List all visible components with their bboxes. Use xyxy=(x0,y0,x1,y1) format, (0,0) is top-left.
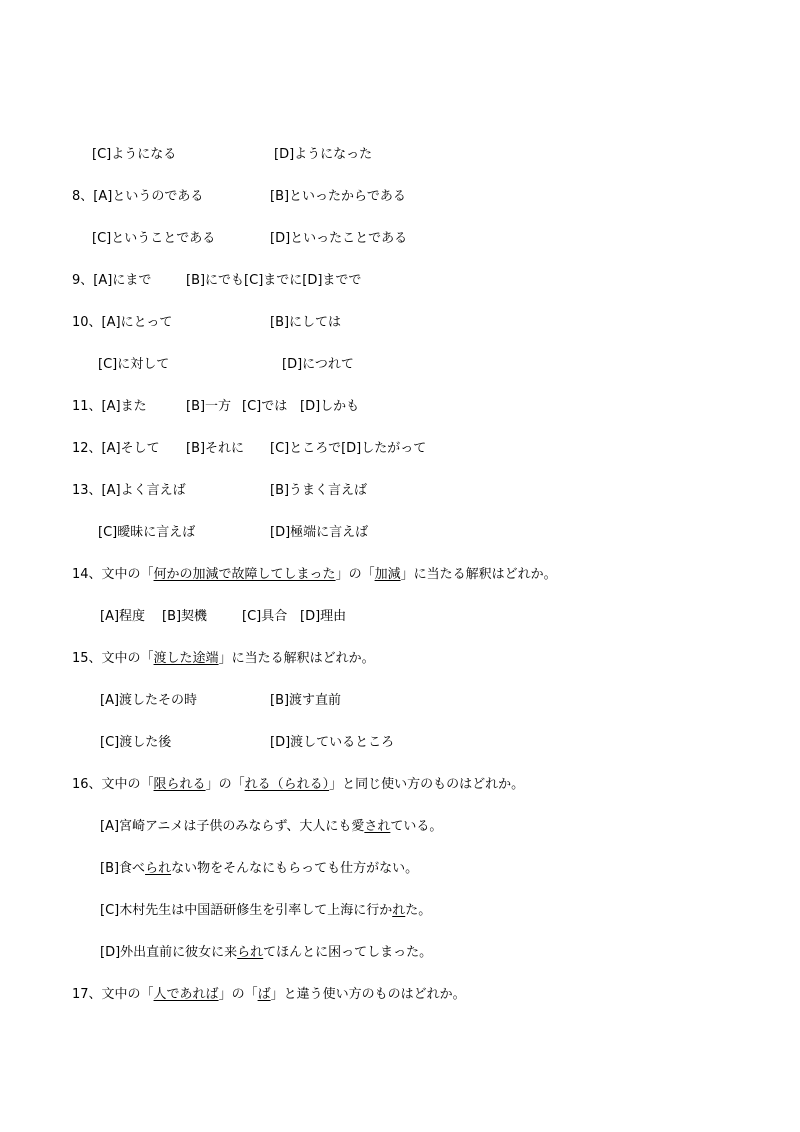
q7-option-d[interactable]: [D]ようになった xyxy=(274,147,373,162)
q13-option-a[interactable]: [A]よく言えば xyxy=(101,483,186,498)
option-text: ない物をそんなにもらっても仕方がない。 xyxy=(171,861,419,876)
question-number: 11、 xyxy=(72,399,102,414)
q9-options-bcd[interactable]: [B]にでも[C]までに[D]までで xyxy=(186,273,362,288)
q16-option-c[interactable] xyxy=(100,903,431,919)
q10-option-b[interactable]: [B]にしては xyxy=(270,315,342,330)
q16-option-a[interactable] xyxy=(100,819,442,835)
question-number: 9、 xyxy=(72,273,94,288)
q11-option-c[interactable]: [C]では xyxy=(242,399,288,414)
q12-option-b[interactable]: [B]それに xyxy=(186,441,245,456)
q13-option-b[interactable]: [B]うまく言えば xyxy=(270,483,368,498)
question-text: 」と同じ使い方のものはどれか。 xyxy=(329,777,525,792)
q12-option-a[interactable]: [A]そして xyxy=(101,441,160,456)
option-text: [A]宮崎アニメは子供のみならず、大人にも愛 xyxy=(100,819,365,834)
q10-option-a[interactable]: [A]にとって xyxy=(101,315,173,330)
underlined-phrase: ば xyxy=(257,987,271,1002)
option-text: た。 xyxy=(405,903,432,918)
underlined-phrase: 渡した途端 xyxy=(153,651,219,666)
q8-option-c[interactable]: [C]ということである xyxy=(92,231,216,246)
question-text: 15、文中の「 xyxy=(72,651,154,666)
q16-option-b[interactable] xyxy=(100,861,418,877)
q11-row xyxy=(72,399,147,415)
q9-row xyxy=(72,273,151,289)
question-text: 16、文中の「 xyxy=(72,777,154,792)
option-text: [B]食べ xyxy=(100,861,146,876)
q11-option-b[interactable]: [B]一方 xyxy=(186,399,232,414)
q13-row xyxy=(72,483,186,499)
question-number: 13、 xyxy=(72,483,102,498)
q14-option-d[interactable]: [D]理由 xyxy=(300,609,347,624)
q12-row xyxy=(72,441,160,457)
option-text: [C]木村先生は中国語研修生を引率して上海に行か xyxy=(100,903,393,918)
question-text: 」の「 xyxy=(205,777,245,792)
option-text: てほんとに困ってしまった。 xyxy=(263,945,433,960)
q14-option-a[interactable]: [A]程度 xyxy=(100,609,146,624)
q16-question xyxy=(72,777,524,793)
q10-option-c[interactable]: [C]に対して xyxy=(98,357,170,372)
q15-option-a[interactable]: [A]渡したその時 xyxy=(100,693,198,708)
q15-option-b[interactable]: [B]渡す直前 xyxy=(270,693,342,708)
question-text: 」に当たる解釈はどれか。 xyxy=(400,567,557,582)
q12-options-cd[interactable]: [C]ところで[D]したがって xyxy=(270,441,427,456)
underlined-phrase: 限られる xyxy=(153,777,206,792)
q8-row xyxy=(72,189,203,205)
q11-option-d[interactable]: [D]しかも xyxy=(300,399,360,414)
q15-question xyxy=(72,651,375,667)
q8-option-d[interactable]: [D]といったことである xyxy=(270,231,408,246)
q8-option-a[interactable]: [A]というのである xyxy=(93,189,204,204)
option-text: ている。 xyxy=(390,819,443,834)
underlined-phrase: れる（られる） xyxy=(244,777,330,792)
underlined-word: られ xyxy=(145,861,172,876)
q14-question xyxy=(72,567,557,583)
underlined-phrase: 人であれば xyxy=(153,987,219,1002)
question-number: 12、 xyxy=(72,441,102,456)
q13-option-d[interactable]: [D]極端に言えば xyxy=(270,525,369,540)
q14-option-b[interactable]: [B]契機 xyxy=(162,609,208,624)
q13-option-c[interactable]: [C]曖昧に言えば xyxy=(98,525,196,540)
question-text: 」の「 xyxy=(218,987,258,1002)
question-text: 」の「 xyxy=(335,567,375,582)
question-text: 」に当たる解釈はどれか。 xyxy=(218,651,375,666)
option-text: [D]外出直前に彼女に来 xyxy=(100,945,238,960)
q17-question xyxy=(72,987,466,1003)
q15-option-d[interactable]: [D]渡しているところ xyxy=(270,735,395,750)
q14-option-c[interactable]: [C]具合 xyxy=(242,609,288,624)
underlined-phrase: 加減 xyxy=(374,567,401,582)
q7-option-c[interactable]: [C]ようになる xyxy=(92,147,177,162)
question-number: 8、 xyxy=(72,189,94,204)
q10-row xyxy=(72,315,172,331)
question-text: 14、文中の「 xyxy=(72,567,154,582)
underlined-word: され xyxy=(364,819,391,834)
q16-option-d[interactable] xyxy=(100,945,432,961)
question-number: 10、 xyxy=(72,315,102,330)
q9-option-a[interactable]: [A]にまで xyxy=(93,273,152,288)
underlined-word: れ xyxy=(392,903,406,918)
question-text: 17、文中の「 xyxy=(72,987,154,1002)
underlined-word: られ xyxy=(237,945,264,960)
underlined-phrase: 何かの加減で故障してしまった xyxy=(153,567,336,582)
q11-option-a[interactable]: [A]また xyxy=(101,399,147,414)
q15-option-c[interactable]: [C]渡した後 xyxy=(100,735,172,750)
q8-option-b[interactable]: [B]といったからである xyxy=(270,189,406,204)
q10-option-d[interactable]: [D]につれて xyxy=(282,357,354,372)
question-text: 」と違う使い方のものはどれか。 xyxy=(270,987,466,1002)
